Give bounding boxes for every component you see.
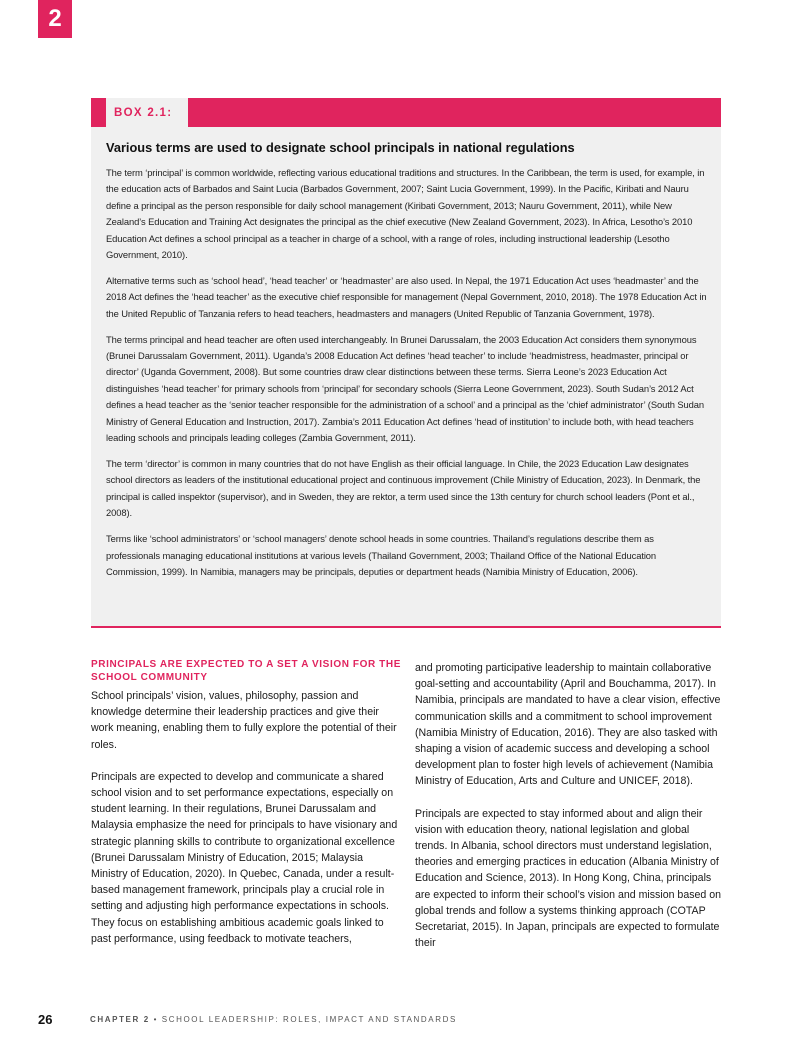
body-paragraph: School principals’ vision, values, philosophy, passion and knowledge determine their leadership practices and give their work meaning, enabling them to fully explore the potential of their roles. xyxy=(91,690,397,751)
footer-separator: • xyxy=(149,1015,162,1024)
box-2-1 xyxy=(91,127,721,626)
chapter-tab: 2 xyxy=(38,0,72,38)
running-footer xyxy=(90,1015,457,1024)
footer-chapter-title: SCHOOL LEADERSHIP: ROLES, IMPACT AND STANDARDS xyxy=(161,1015,457,1024)
box-paragraph: The term ‘principal’ is common worldwide, reflecting various educational traditions and structures. In the Caribbean, the term is used, for example, in the education acts of Barbados and Saint Lucia (Barbados Government, 2007; Saint Lucia Government, 1999). In the Pacific, Kiribati and Nauru define a principal as the person responsible for daily school management (Kiribati Government, 2013; Nauru Government, 2011), while New Zealand’s Education and Training Act designates the principal as the chief executive (New Zealand Government, 2023). In Africa, Lesotho’s 2010 Education Act defines a school principal as a teacher in charge of a school, with a range of roles, including instructional leadership (Lesotho Government, 2010). xyxy=(106,167,705,261)
box-paragraph: Alternative terms such as ‘school head’, ‘head teacher’ or ‘headmaster’ are also used. In Nepal, the 1971 Education Act uses ‘headmaster’ and the 2018 Act defines the ‘head teacher’ as the executive chief responsible for management (Nepal Government, 2010, 2018). The 1978 Education Act in the United Republic of Tanzania refers to head teachers, headmasters and managers (United Republic of Tanzania Government, 1978). xyxy=(106,274,707,319)
footer-chapter-label: CHAPTER 2 xyxy=(90,1015,150,1024)
page-number: 26 xyxy=(38,1012,53,1027)
box-title: Various terms are used to designate school principals in national regulations xyxy=(106,140,575,155)
box-bottom-rule xyxy=(91,626,721,628)
box-paragraph: The term ‘director’ is common in many countries that do not have English as their official language. In Chile, the 2023 Education Law designates school directors as leaders of the institutional educational project and continuous improvement (Chile Ministry of Education, 2023). In Denmark, the principal is called inspektor (supervisor), and in Sweden, they are rektor, a term used since the 13th century for church school leaders (Pont et al., 2008). xyxy=(106,458,701,519)
section-heading: PRINCIPALS ARE EXPECTED TO A SET A VISION FOR THE SCHOOL COMMUNITY xyxy=(91,659,401,683)
body-paragraph: and promoting participative leadership to maintain collaborative goal-setting and accountability (April and Bouchamma, 2017). In Namibia, principals are mandated to have a clear vision, effective communication skills and a commitment to school improvement (Namibia Ministry of Education, 2016). They are also tasked with shaping a vision of academic success and developing a school development plan to foster high levels of achievement (Namibia Ministry of Education, Arts and Culture and UNICEF, 2018). xyxy=(415,662,721,788)
body-paragraph: Principals are expected to stay informed about and align their vision with education theory, national legislation and global trends. In Albania, school directors must understand legislation, theories and emerging practices in education (Albania Ministry of Education and Science, 2013). In Hong Kong, China, principals are expected to inform their school’s vision and mission based on global trends and follow a systems thinking approach (COTAP Secretariat, 2015). In Japan, principals are expected to formulate their xyxy=(415,807,722,950)
left-column xyxy=(91,658,401,963)
box-label: BOX 2.1: xyxy=(106,98,188,127)
box-paragraph: The terms principal and head teacher are often used interchangeably. In Brunei Darussalam, the 2003 Education Act considers them synonymous (Brunei Darussalam Government, 2011). Uganda’s 2008 Education Act defines ‘head teacher’ to include ‘headmistress, headmaster, principal or director’ (Uganda Government, 2008). But some countries draw clear distinctions between these terms. Sierra Leone’s 2023 Education Act distinguishes ‘head teacher’ for primary schools from ‘principal’ for secondary schools (Sierra Leone Government, 2023). South Sudan’s 2012 Act defines a head teacher as the ‘senior teacher responsible for the administration of a school’ and a principal as the ‘chief administrator’ (South Sudan Ministry of General Education and Instruction, 2017). Zambia’s 2011 Education Act defines ‘head of institution’ to include both, with head teachers leading schools and principals leading colleges (Zambia Government, 2011). xyxy=(106,333,704,444)
body-paragraph: Principals are expected to develop and communicate a shared school vision and to set performance expectations, especially on student learning. In their regulations, Brunei Darussalam and Malaysia emphasize the need for principals to have visionary and strategic planning skills to contribute to organizational excellence (Brunei Darussalam Ministry of Education, 2015; Malaysia Ministry of Education, 2020). In Quebec, Canada, under a result-based management framework, principals play a crucial role in setting and adjusting high performance expectations in schools. They focus on establishing ambitious academic goals linked to past performance, using feedback to motivate teachers, xyxy=(91,770,398,945)
right-column xyxy=(415,660,721,967)
box-paragraph: Terms like ‘school administrators’ or ‘school managers’ denote school heads in some countries. Thailand’s regulations describe them as professionals managing educational institutions at various levels (Thailand Government, 2003; Thailand Office of the National Education Commission, 1999). In Namibia, managers may be principals, deputies or department heads (Namibia Ministry of Education, 2006). xyxy=(106,533,657,577)
box-header-bar xyxy=(91,98,721,127)
